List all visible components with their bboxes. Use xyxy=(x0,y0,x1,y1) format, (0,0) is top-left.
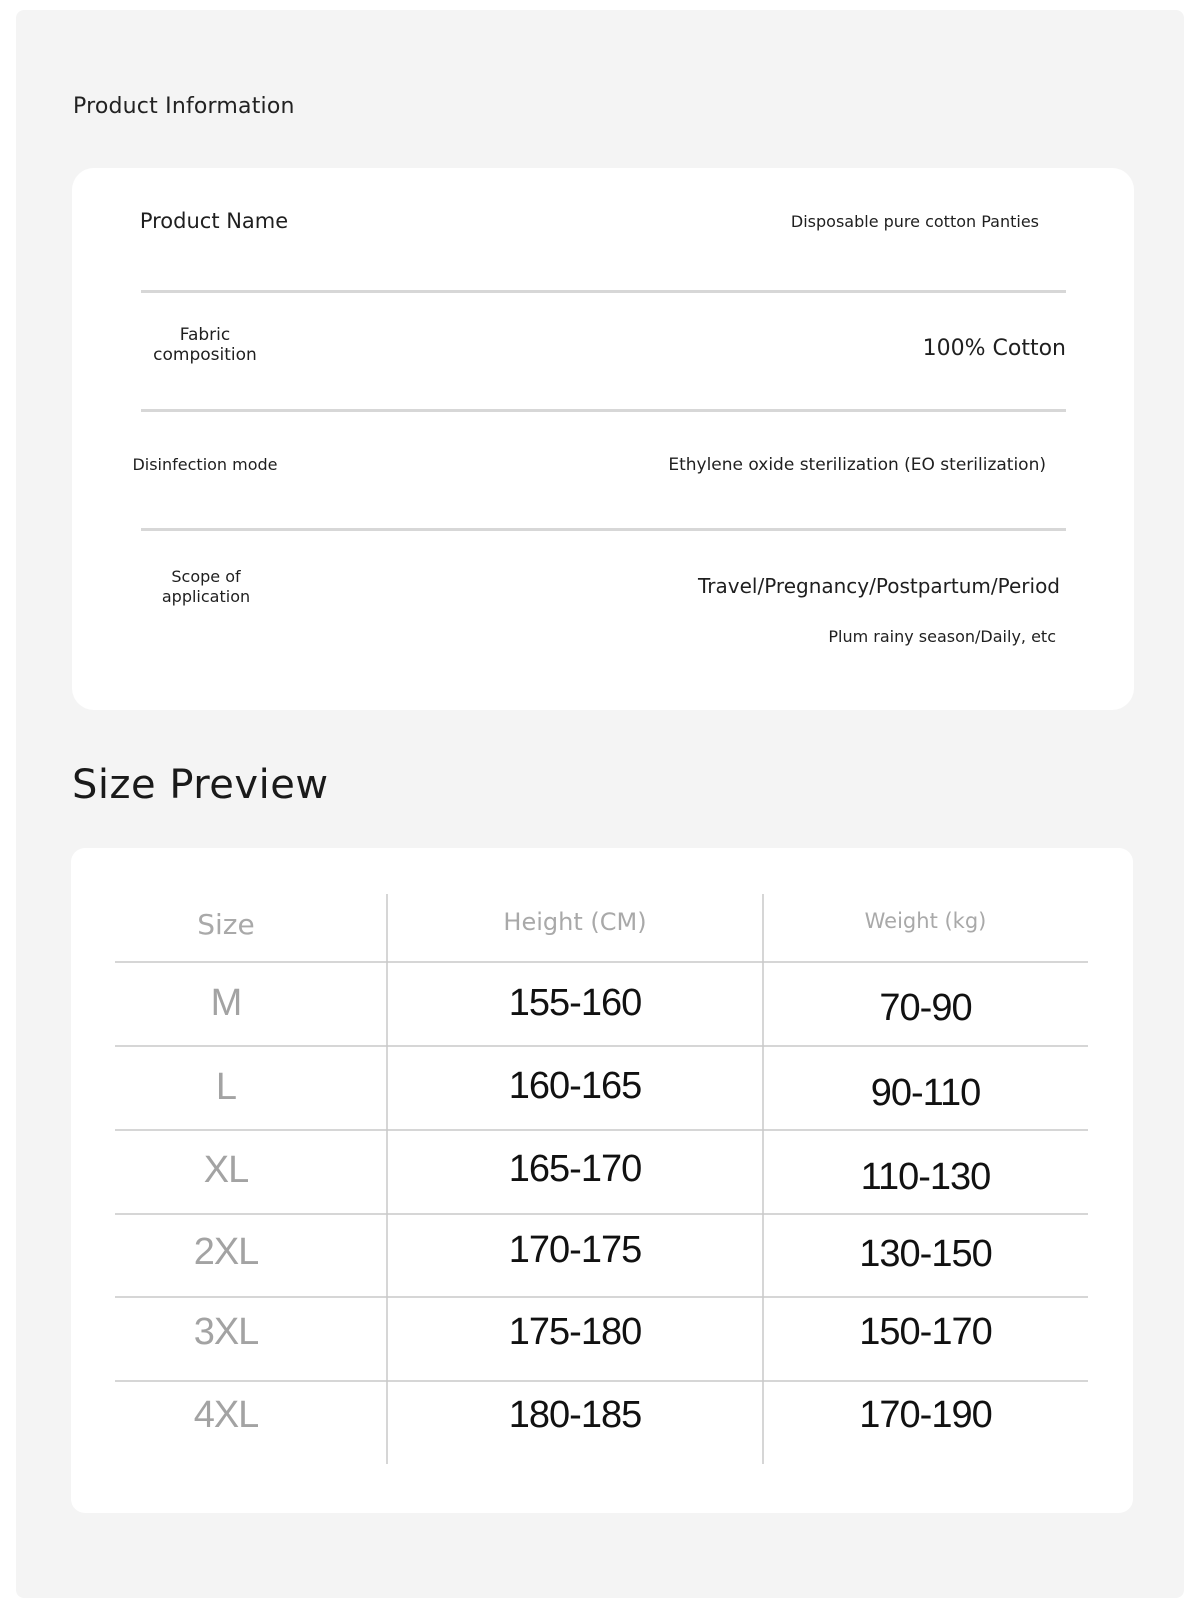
height-cell: 180-185 xyxy=(508,1394,642,1436)
divider xyxy=(141,290,1066,293)
height-cell: 155-160 xyxy=(508,982,642,1024)
header-weight: Weight (kg) xyxy=(864,909,987,933)
size-cell: M xyxy=(210,982,242,1024)
disinfection-mode-value: Ethylene oxide sterilization (EO sterilization) xyxy=(668,455,1046,475)
fabric-composition-value: 100% Cotton xyxy=(922,336,1066,361)
divider xyxy=(141,528,1066,531)
header-height: Height (CM) xyxy=(503,908,647,936)
height-cell: 160-165 xyxy=(508,1065,642,1107)
weight-cell: 110-130 xyxy=(860,1156,991,1198)
weight-cell: 70-90 xyxy=(879,987,972,1029)
header-size: Size xyxy=(197,908,255,941)
disinfection-mode-label: Disinfection mode xyxy=(132,455,278,474)
weight-cell: 90-110 xyxy=(870,1072,981,1114)
height-cell: 170-175 xyxy=(508,1229,642,1271)
product-name-label: Product Name xyxy=(139,209,289,233)
product-information-title: Product Information xyxy=(73,94,295,119)
size-cell: 3XL xyxy=(193,1311,259,1353)
size-table-card xyxy=(71,848,1133,1513)
scope-of-application-extra: Plum rainy season/Daily, etc xyxy=(828,627,1056,646)
weight-cell: 150-170 xyxy=(859,1311,992,1353)
size-cell: L xyxy=(215,1066,237,1108)
size-cell: 2XL xyxy=(193,1231,259,1273)
product-name-value: Disposable pure cotton Panties xyxy=(790,212,1039,231)
divider xyxy=(141,409,1066,412)
size-cell: 4XL xyxy=(193,1394,259,1436)
size-preview-title: Size Preview xyxy=(72,762,329,808)
height-cell: 165-170 xyxy=(508,1148,642,1190)
size-cell: XL xyxy=(203,1149,249,1191)
fabric-composition-label: Fabric composition xyxy=(153,325,257,365)
product-info-card xyxy=(72,168,1134,710)
weight-cell: 130-150 xyxy=(859,1233,992,1275)
weight-cell: 170-190 xyxy=(859,1394,992,1436)
scope-of-application-label: Scope of application xyxy=(161,567,251,606)
height-cell: 175-180 xyxy=(508,1311,642,1353)
scope-of-application-value: Travel/Pregnancy/Postpartum/Period xyxy=(698,574,1060,598)
page-panel xyxy=(16,10,1184,1598)
